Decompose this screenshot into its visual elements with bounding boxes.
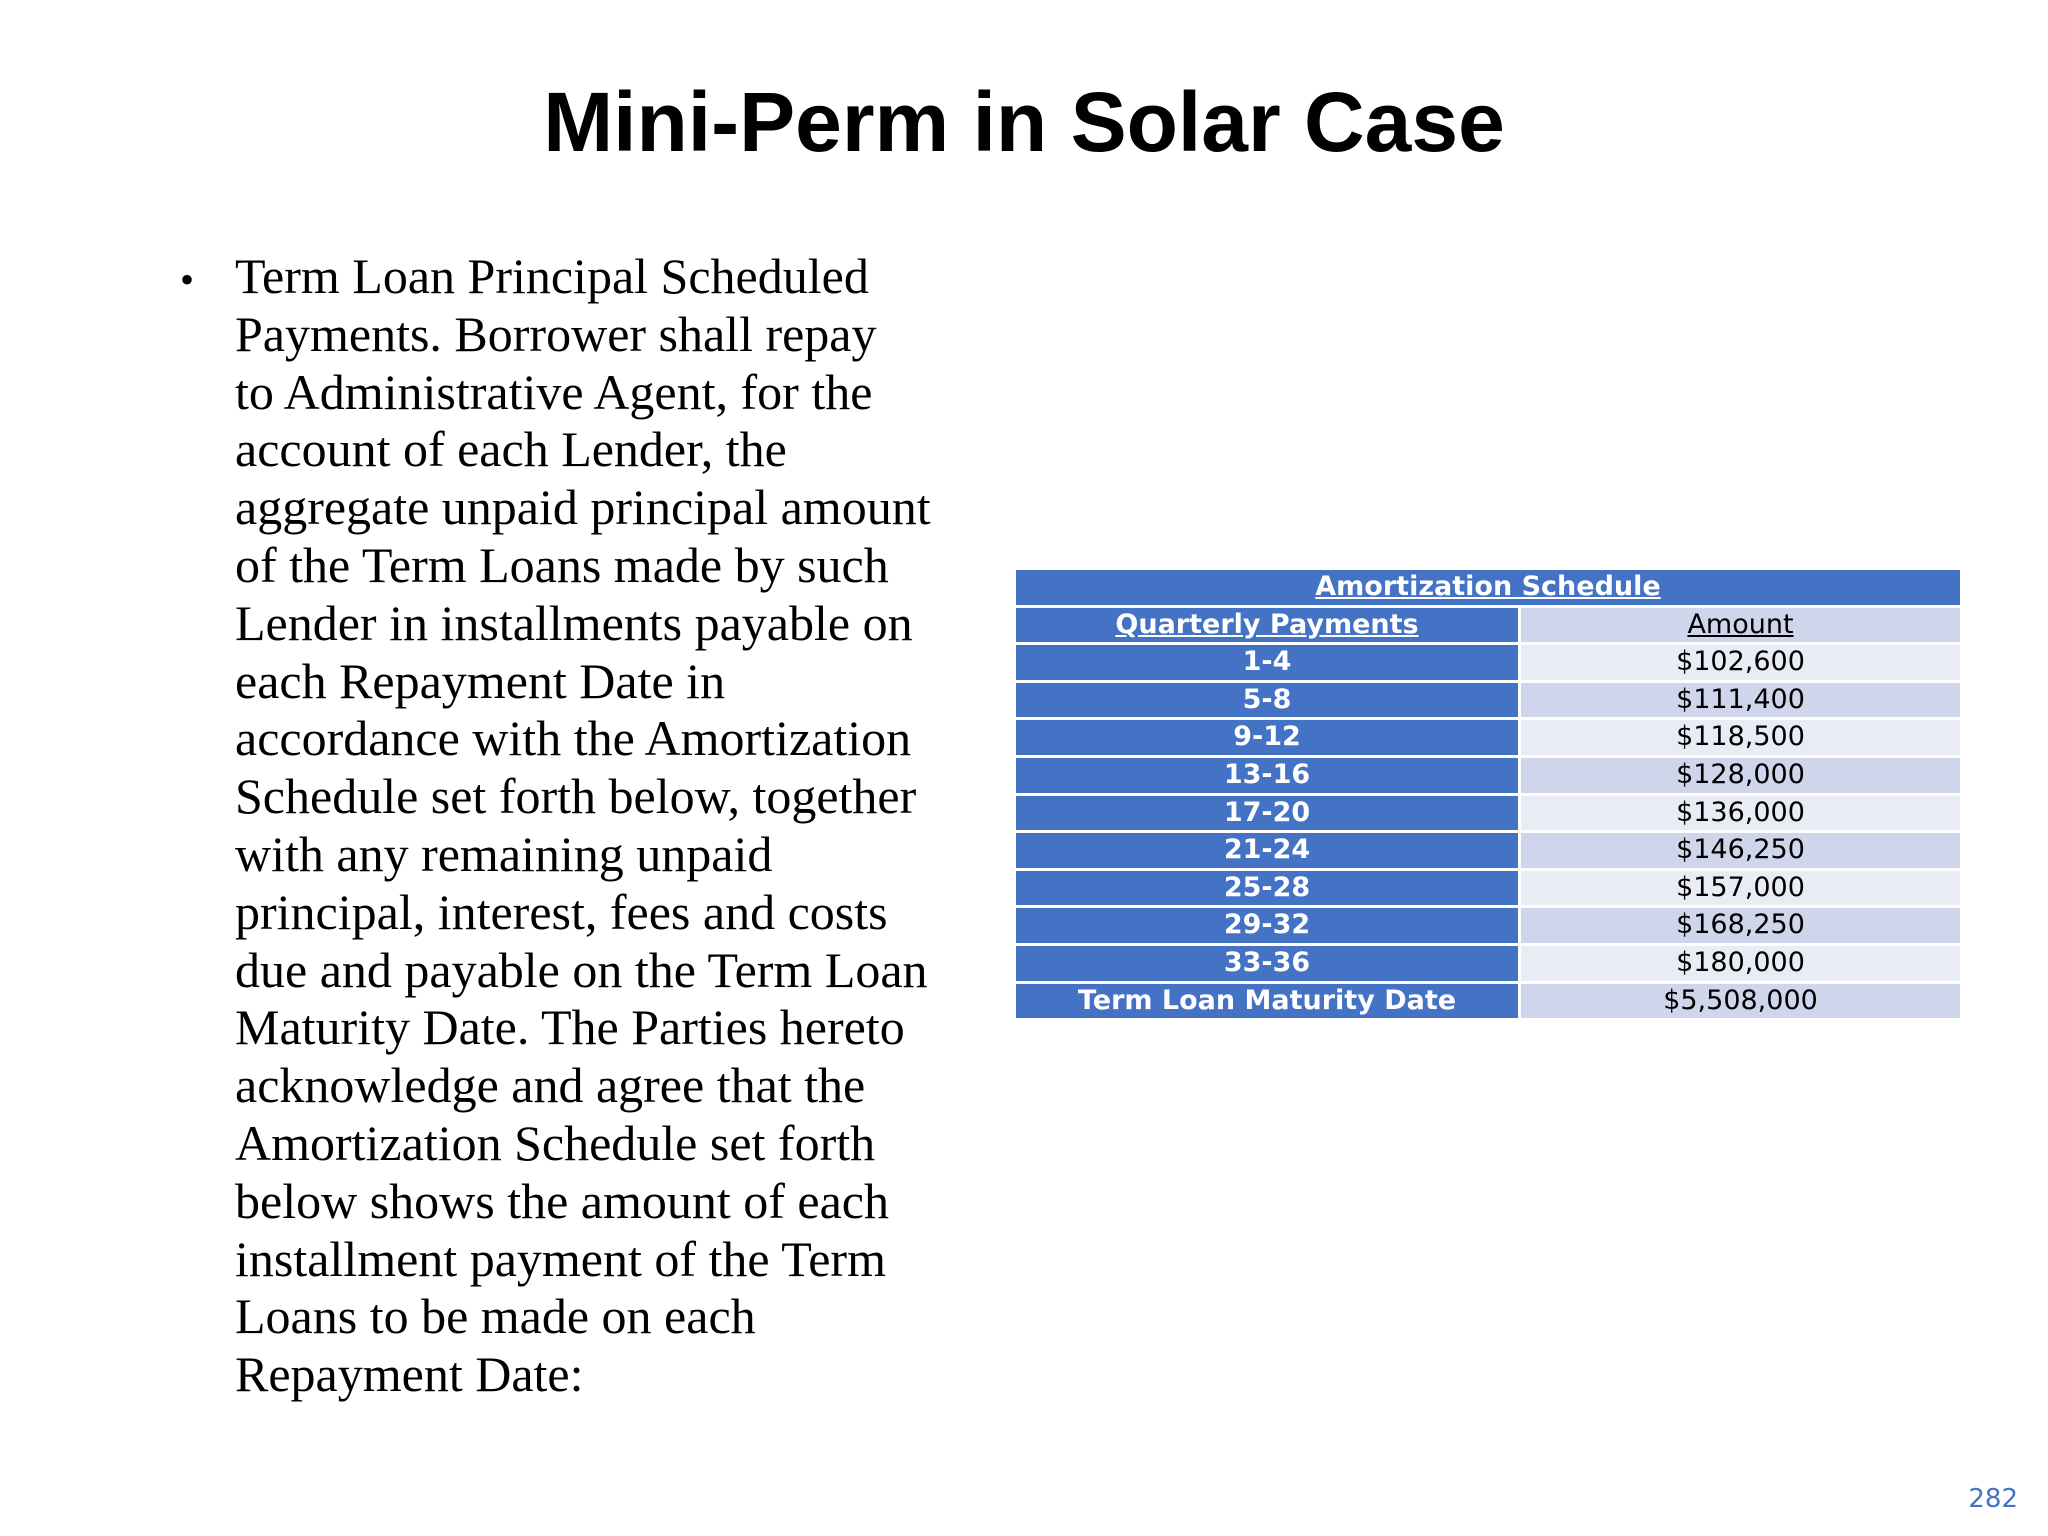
slide-title: Mini-Perm in Solar Case: [543, 75, 1505, 169]
bullet-line: below shows the amount of each: [235, 1172, 890, 1229]
amount-cell: $128,000: [1520, 756, 1962, 794]
period-cell: 17-20: [1015, 794, 1520, 832]
period-cell: 13-16: [1015, 756, 1520, 794]
period-cell: 9-12: [1015, 719, 1520, 757]
bullet-line: installment payment of the Term: [235, 1230, 886, 1287]
table-row: [1015, 944, 1962, 982]
bullet-line: Loans to be made on each: [235, 1288, 756, 1345]
table-row: [1015, 644, 1962, 682]
table-row: [1015, 681, 1962, 719]
bullet-line: acknowledge and agree that the: [235, 1057, 866, 1114]
period-cell: 21-24: [1015, 832, 1520, 870]
bullet-line: Payments. Borrower shall repay: [235, 305, 877, 362]
bullet-line: principal, interest, fees and costs: [235, 883, 888, 940]
table-row: [1015, 907, 1962, 945]
bullet-line: to Administrative Agent, for the: [235, 363, 873, 420]
period-cell: 29-32: [1015, 907, 1520, 945]
bullet-line: Amortization Schedule set forth: [235, 1114, 876, 1171]
bullet-line: Schedule set forth below, together: [235, 768, 917, 825]
column-header-quarterly-payments: Quarterly Payments: [1015, 606, 1520, 644]
page-number: 282: [1968, 1484, 2018, 1514]
table-header-row: [1015, 606, 1962, 644]
amount-cell: $157,000: [1520, 869, 1962, 907]
bullet-line: due and payable on the Term Loan: [235, 941, 928, 998]
period-cell: 5-8: [1015, 681, 1520, 719]
period-cell: Term Loan Maturity Date: [1015, 982, 1520, 1020]
column-header-amount: Amount: [1520, 606, 1962, 644]
bullet-line: each Repayment Date in: [235, 652, 726, 709]
table-row: [1015, 832, 1962, 870]
amortization-schedule-table: [1013, 567, 1963, 1021]
bullet-line: Repayment Date:: [235, 1346, 584, 1403]
bullet-line: accordance with the Amortization: [235, 710, 912, 767]
amount-cell: $5,508,000: [1520, 982, 1962, 1020]
bullet-line: of the Term Loans made by such: [235, 536, 889, 593]
table-row: [1015, 719, 1962, 757]
amount-cell: $180,000: [1520, 944, 1962, 982]
period-cell: 33-36: [1015, 944, 1520, 982]
amount-cell: $146,250: [1520, 832, 1962, 870]
bullet-line: account of each Lender, the: [235, 421, 787, 478]
bullet-marker: •: [180, 257, 195, 302]
bullet-line: Term Loan Principal Scheduled: [235, 248, 869, 304]
bullet-line: with any remaining unpaid: [235, 825, 773, 882]
bullet-line: Maturity Date. The Parties hereto: [235, 999, 905, 1056]
table-row: [1015, 756, 1962, 794]
period-cell: 25-28: [1015, 869, 1520, 907]
amount-cell: $136,000: [1520, 794, 1962, 832]
period-cell: 1-4: [1015, 644, 1520, 682]
table-title-row: [1015, 569, 1962, 607]
amount-cell: $168,250: [1520, 907, 1962, 945]
amount-cell: $111,400: [1520, 681, 1962, 719]
bullet-line: Lender in installments payable on: [235, 594, 913, 651]
bullet-text: [235, 248, 995, 1404]
table-row: [1015, 982, 1962, 1020]
amount-cell: $102,600: [1520, 644, 1962, 682]
table-title: Amortization Schedule: [1015, 569, 1962, 607]
amount-cell: $118,500: [1520, 719, 1962, 757]
bullet-line: aggregate unpaid principal amount: [235, 479, 931, 536]
table-row: [1015, 794, 1962, 832]
table-row: [1015, 869, 1962, 907]
